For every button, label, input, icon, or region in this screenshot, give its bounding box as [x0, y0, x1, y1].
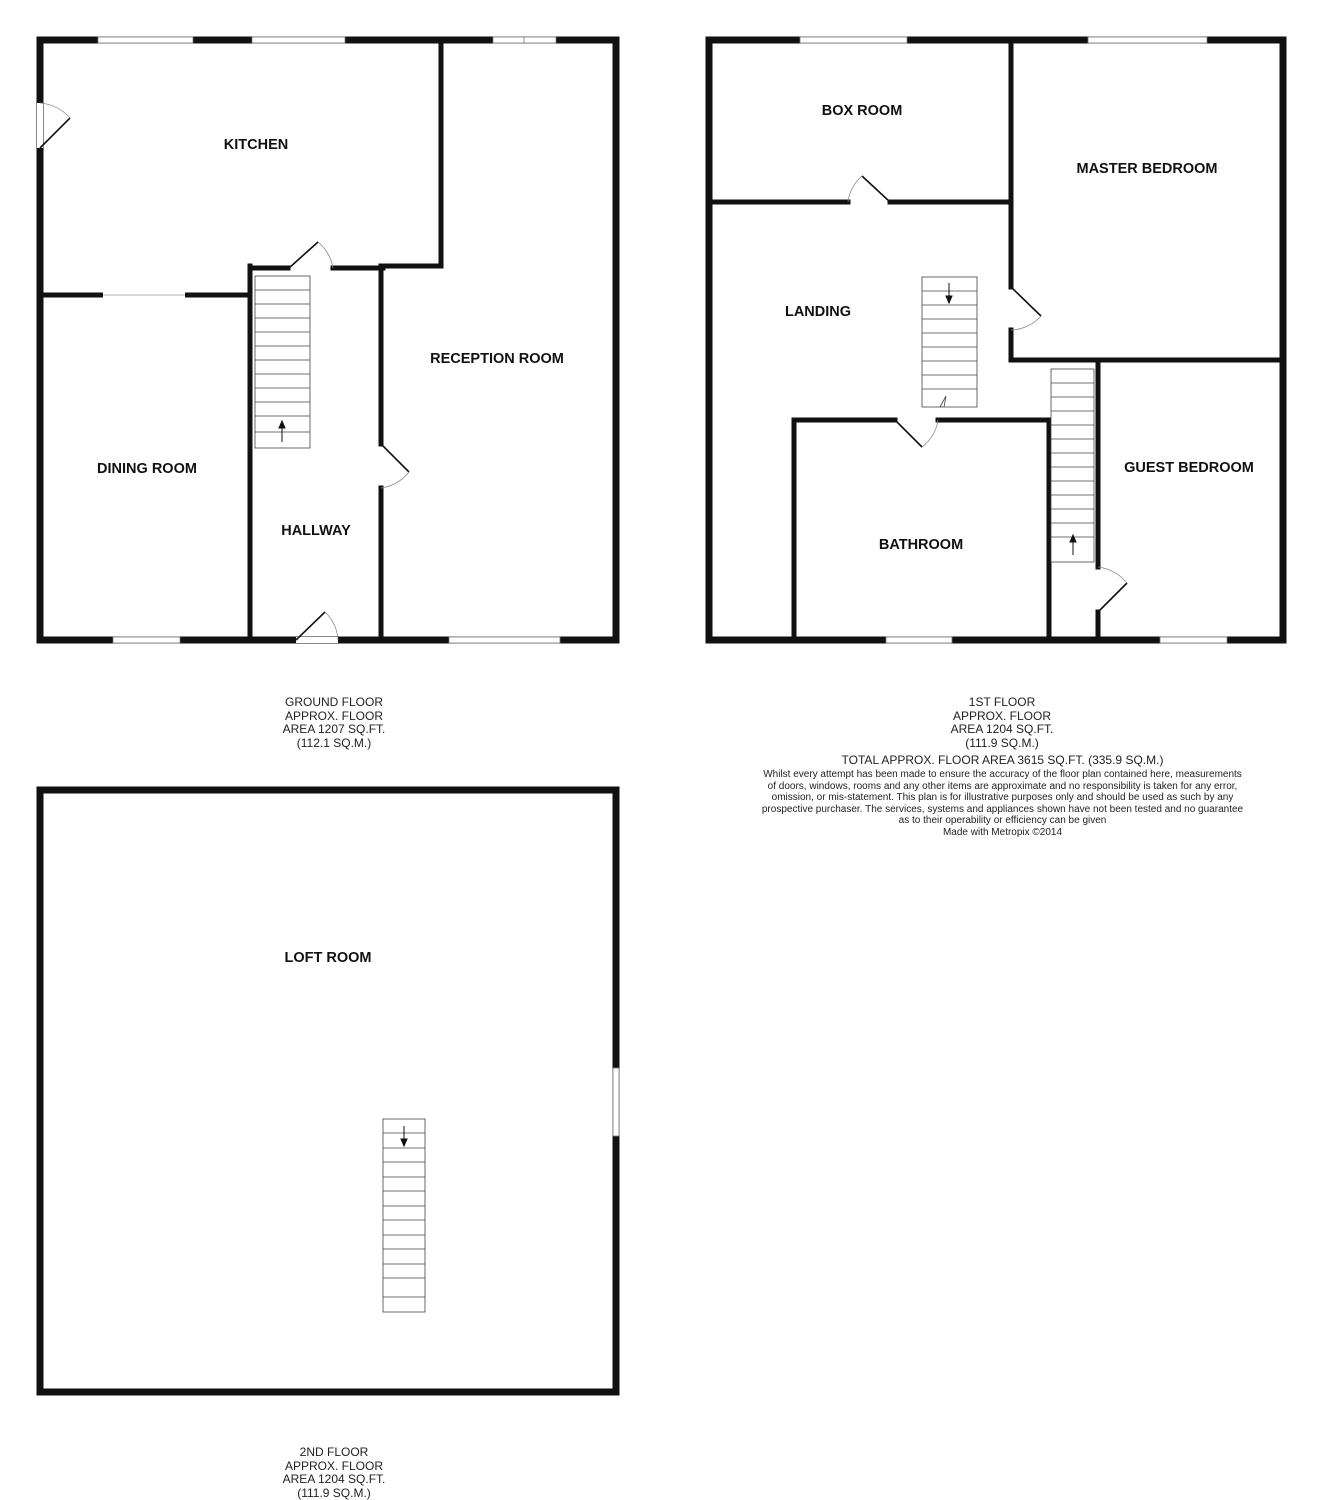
disclaimer-line: as to their operability or efficiency can be given	[898, 815, 1107, 827]
room-label-loft-room: LOFT ROOM	[284, 950, 372, 966]
caption-line: (111.9 SQ.M.)	[297, 1485, 371, 1500]
room-label-kitchen: KITCHEN	[223, 137, 289, 153]
disclaimer-line: omission, or mis-statement. This plan is for illustrative purposes only and should be used as such by any	[771, 792, 1234, 804]
total-floor-area: TOTAL APPROX. FLOOR AREA 3615 SQ.FT. (335.9 SQ.M.)	[841, 753, 1164, 767]
disclaimer-line: Made with Metropix ©2014	[942, 826, 1063, 838]
window	[113, 637, 180, 643]
door	[1098, 583, 1127, 612]
second-floor-caption	[234, 1446, 434, 1500]
caption-line: 1ST FLOOR	[968, 695, 1036, 709]
caption-line: (112.1 SQ.M.)	[296, 735, 372, 750]
caption-line: AREA 1207 SQ.FT.	[282, 722, 386, 736]
room-label-box-room: BOX ROOM	[821, 103, 903, 119]
disclaimer-line: prospective purchaser. The services, systems and appliances shown have not been tested and no guarantee	[761, 803, 1244, 815]
door	[895, 420, 922, 447]
room-label-guest-bedroom: GUEST BEDROOM	[1124, 460, 1254, 476]
side-stairs	[1051, 369, 1094, 562]
door	[40, 118, 70, 148]
front-door	[296, 612, 325, 640]
ground-stairs	[255, 276, 310, 448]
second-floor-plan	[40, 790, 619, 1392]
window	[493, 37, 556, 43]
door	[1011, 287, 1041, 316]
window	[613, 1068, 619, 1136]
window	[1160, 637, 1227, 643]
master-bedroom-wall	[1011, 40, 1283, 360]
first-floor-plan	[709, 37, 1283, 643]
window	[800, 37, 907, 43]
caption-line: AREA 1204 SQ.FT.	[282, 1472, 386, 1486]
caption-line: 2ND FLOOR	[299, 1445, 369, 1459]
window	[1088, 37, 1207, 43]
ground-floor-plan	[37, 37, 616, 643]
room-label-dining: DINING ROOM	[97, 461, 197, 477]
bathroom-wall	[794, 420, 1049, 640]
disclaimer-line: of doors, windows, rooms and any other items are approximate and no responsibility is taken for any error,	[767, 780, 1238, 792]
window	[98, 37, 193, 43]
window	[252, 37, 345, 43]
ground-outer-wall	[40, 40, 616, 640]
ground-floor-caption	[234, 696, 434, 750]
disclaimer	[740, 769, 1265, 839]
disclaimer-line: Whilst every attempt has been made to ensure the accuracy of the floor plan contained here, measurements	[763, 769, 1242, 780]
door	[381, 444, 409, 472]
loft-stairs	[383, 1119, 425, 1312]
room-label-reception: RECEPTION ROOM	[430, 351, 564, 367]
window	[449, 637, 560, 643]
caption-line: APPROX. FLOOR	[284, 708, 384, 723]
caption-line: AREA 1204 SQ.FT.	[950, 722, 1054, 736]
room-label-bathroom: BATHROOM	[878, 537, 964, 553]
caption-line: APPROX. FLOOR	[284, 1458, 384, 1473]
caption-line: GROUND FLOOR	[284, 695, 383, 709]
kitchen-east-wall	[383, 40, 441, 266]
second-outer-wall	[40, 790, 616, 1392]
room-label-master-bedroom: MASTER BEDROOM	[1076, 161, 1218, 177]
caption-line: (111.9 SQ.M.)	[965, 735, 1039, 750]
door	[862, 176, 890, 202]
first-floor-caption	[902, 696, 1102, 750]
room-label-landing: LANDING	[784, 304, 852, 320]
caption-line: APPROX. FLOOR	[952, 708, 1052, 723]
door	[289, 242, 318, 268]
landing-stairs	[922, 277, 977, 407]
room-label-hallway: HALLWAY	[281, 523, 351, 539]
window	[886, 637, 952, 643]
